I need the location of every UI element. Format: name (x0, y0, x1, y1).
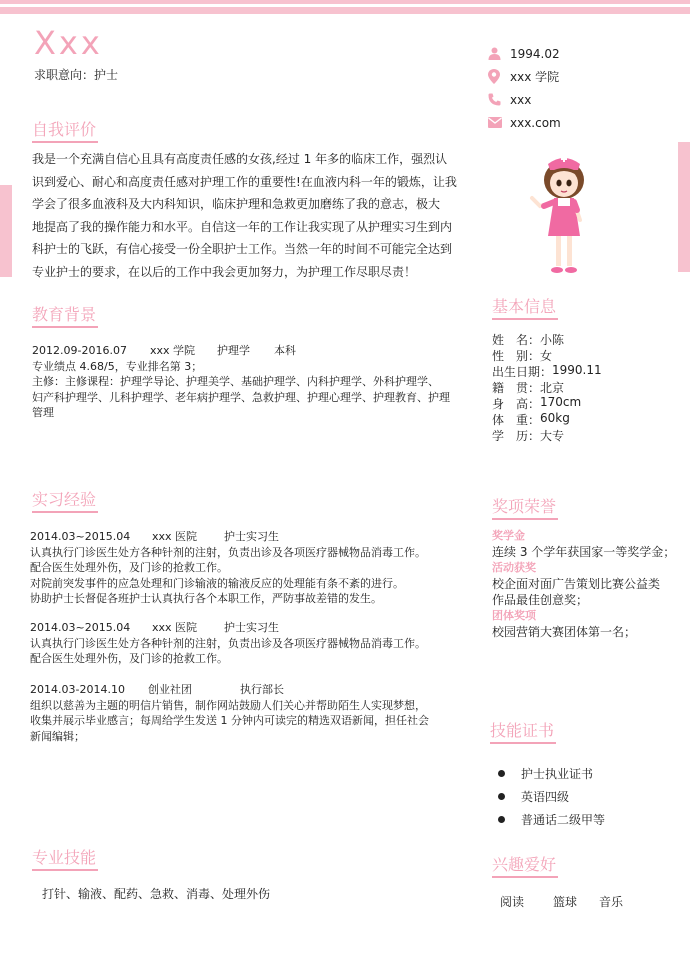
hobby-item: 音乐 (599, 895, 624, 909)
basic-info-key: 学 历： (492, 429, 541, 443)
education-line: 妇产科护理学、儿科护理学、老年病护理学、急救护理、护理心理学、护理教育、护理 (32, 390, 450, 404)
education-title: 教育背景 (32, 305, 97, 324)
basic-info-value: 女 (540, 349, 553, 363)
top-accent-stripe (0, 4, 690, 7)
award-label: 活动获奖 (492, 561, 536, 574)
cert-item (498, 785, 605, 808)
hobby-item: 阅读 (500, 895, 525, 909)
awards-heading (492, 494, 556, 517)
basic-info-value: 1990.11 (552, 363, 602, 377)
hobbies-underline (492, 876, 558, 878)
basic-info-heading (492, 294, 556, 317)
education-header-row (32, 343, 462, 359)
internship-header-row (30, 620, 470, 636)
internship-date: 2014.03~2015.04 (30, 621, 131, 634)
skills-title: 专业技能 (32, 848, 97, 867)
hobbies-heading (492, 852, 556, 875)
left-side-tab (0, 185, 12, 277)
contact-school-text: xxx 学院 (510, 70, 560, 84)
award-label: 奖学金 (492, 529, 525, 542)
internship-line: 对院前突发事件的应急处理和门诊输液的输液反应的处理能有条不紊的进行。 (30, 576, 404, 590)
basic-info-key: 籍 贯： (492, 381, 541, 395)
location-icon (488, 69, 510, 84)
internship-role: 护士实习生 (224, 621, 279, 634)
basic-info-key: 姓 名： (492, 333, 541, 347)
internship-line: 组织以慈善为主题的明信片销售，制作网站鼓励人们关心并帮助陌生人实现梦想， (30, 698, 426, 712)
education-degree: 本科 (274, 344, 296, 357)
internship-line: 配合医生处理外伤，及门诊的抢救工作。 (30, 561, 228, 574)
awards-title: 奖项荣誉 (492, 497, 557, 516)
self-eval-line: 科护士的飞跃，有信心接受一份全职护士工作。当然一年的时间不可能完全达到 (32, 242, 453, 256)
self-eval-line: 学会了很多血液科及大内科知识，临床护理和急救更加磨练了我的意志，极大 (32, 197, 441, 211)
cert-item (498, 808, 605, 831)
cert-text: 普通话二级甲等 (521, 813, 606, 827)
award-line: 校企面对面广告策划比赛公益类 (492, 577, 661, 591)
internship-line: 收集并展示毕业感言；每周给学生发送 1 分钟内可读完的精选双语新闻，担任社会 (30, 714, 429, 727)
nurse-illustration (522, 150, 602, 280)
basic-info-value: 170cm (540, 395, 582, 409)
basic-info-key: 性 别： (492, 349, 541, 363)
contact-email-text: xxx.com (510, 115, 561, 130)
cert-text: 护士执业证书 (521, 767, 594, 781)
award-line: 校园营销大赛团体第一名； (492, 625, 637, 639)
internship-entry-3 (30, 682, 470, 744)
basic-info-row (492, 427, 672, 443)
certs-list (498, 762, 605, 831)
basic-info-key: 体 重： (492, 413, 541, 427)
basic-info-underline (492, 318, 558, 320)
basic-info-value: 北京 (540, 381, 565, 395)
basic-info-list (492, 331, 672, 443)
self-eval-heading (32, 117, 96, 140)
self-eval-line: 专业护士的要求，在以后的工作中我会更加努力，为护理工作尽职尽责！ (32, 264, 417, 279)
basic-info-row (492, 379, 672, 395)
internship-org: xxx 医院 (152, 621, 198, 634)
internship-heading (32, 487, 96, 510)
mail-icon (488, 117, 510, 128)
basic-info-value: 大专 (540, 429, 565, 443)
education-school: xxx 学院 (150, 344, 196, 357)
bullet-icon (498, 816, 505, 823)
education-line: 专业绩点 4.68/5，专业排名第 3； (32, 359, 203, 373)
internship-header-row (30, 529, 470, 545)
basic-info-row (492, 395, 672, 411)
education-body (32, 343, 462, 421)
cert-text: 英语四级 (521, 790, 570, 804)
skills-text: 打针、输液、配药、急救、消毒、处理外伤 (42, 887, 271, 901)
internship-line: 新闻编辑； (30, 729, 85, 743)
award-line: 作品最佳创意奖； (492, 593, 589, 607)
self-eval-underline (32, 141, 98, 143)
job-intent: 求职意向：护士 (34, 68, 119, 82)
award-line: 连续 3 个学年获国家一等奖学金； (492, 545, 676, 559)
internship-line: 认真执行门诊医生处方各种针剂的注射，负责出诊及各项医疗器械物品消毒工作。 (30, 545, 426, 559)
hobby-item: 篮球 (553, 895, 578, 909)
basic-info-row (492, 347, 672, 363)
self-eval-title: 自我评价 (32, 120, 97, 139)
candidate-name: Xxx (34, 24, 103, 62)
basic-info-key: 身 高： (492, 397, 541, 411)
award-label: 团体奖项 (492, 609, 536, 622)
certs-title: 技能证书 (490, 721, 555, 740)
self-eval-line: 地提高了我的操作能力和水平。自信这一年的工作让我实现了从护理实习生到内 (32, 219, 453, 234)
contact-birth-text: 1994.02 (510, 46, 560, 61)
internship-role: 执行部长 (240, 683, 284, 696)
certs-underline (490, 742, 556, 744)
bullet-icon (498, 770, 505, 777)
internship-entry-1 (30, 529, 470, 607)
internship-date: 2014.03~2015.04 (30, 530, 131, 543)
awards-list (492, 528, 682, 640)
internship-line: 协助护士长督促各班护士认真执行各个本职工作，严防事故差错的发生。 (30, 592, 382, 605)
basic-info-value: 60kg (540, 411, 570, 425)
awards-underline (492, 518, 558, 520)
basic-info-title: 基本信息 (492, 297, 557, 316)
phone-icon (488, 93, 510, 106)
internship-line: 配合医生处理外伤，及门诊的抢救工作。 (30, 652, 228, 665)
self-eval-line: 识到爱心、耐心和高度责任感对护理工作的重要性!在血液内科一年的锻炼，让我 (32, 174, 457, 189)
contact-email (488, 111, 678, 134)
certs-heading (490, 718, 554, 741)
internship-entry-2 (30, 620, 470, 667)
basic-info-value: 小陈 (540, 333, 565, 347)
cert-item (498, 762, 605, 785)
contact-list (488, 42, 678, 134)
basic-info-row (492, 331, 672, 347)
internship-role: 护士实习生 (224, 530, 279, 543)
skills-heading (32, 845, 96, 868)
contact-phone-text: xxx (510, 92, 532, 107)
basic-info-row (492, 411, 672, 427)
basic-info-key: 出生日期： (492, 365, 553, 379)
education-line: 主修：主修课程：护理学导论、护理美学、基础护理学、内科护理学、外科护理学、 (32, 375, 439, 388)
internship-line: 认真执行门诊医生处方各种针剂的注射，负责出诊及各项医疗器械物品消毒工作。 (30, 636, 426, 650)
internship-header-row (30, 682, 470, 698)
right-side-tab (678, 142, 690, 272)
education-heading (32, 302, 96, 325)
self-eval-line: 我是一个充满自信心且具有高度责任感的女孩,经过 1 年多的临床工作，强烈认 (32, 152, 448, 166)
self-eval-text (32, 148, 472, 283)
skills-underline (32, 869, 98, 871)
hobbies-list (500, 893, 623, 910)
internship-underline (32, 511, 98, 513)
basic-info-row (492, 363, 672, 379)
education-major: 护理学 (217, 344, 250, 357)
top-accent-bar (0, 0, 690, 14)
education-underline (32, 326, 98, 328)
bullet-icon (498, 793, 505, 800)
contact-school (488, 65, 678, 88)
internship-org: xxx 医院 (152, 530, 198, 543)
contact-phone (488, 88, 678, 111)
person-icon (488, 47, 510, 60)
internship-date: 2014.03-2014.10 (30, 683, 125, 696)
internship-title: 实习经验 (32, 490, 97, 509)
education-line: 管理 (32, 406, 54, 419)
contact-birth (488, 42, 678, 65)
internship-org: 创业社团 (148, 683, 192, 696)
education-date: 2012.09-2016.07 (32, 344, 127, 357)
hobbies-title: 兴趣爱好 (492, 855, 557, 874)
